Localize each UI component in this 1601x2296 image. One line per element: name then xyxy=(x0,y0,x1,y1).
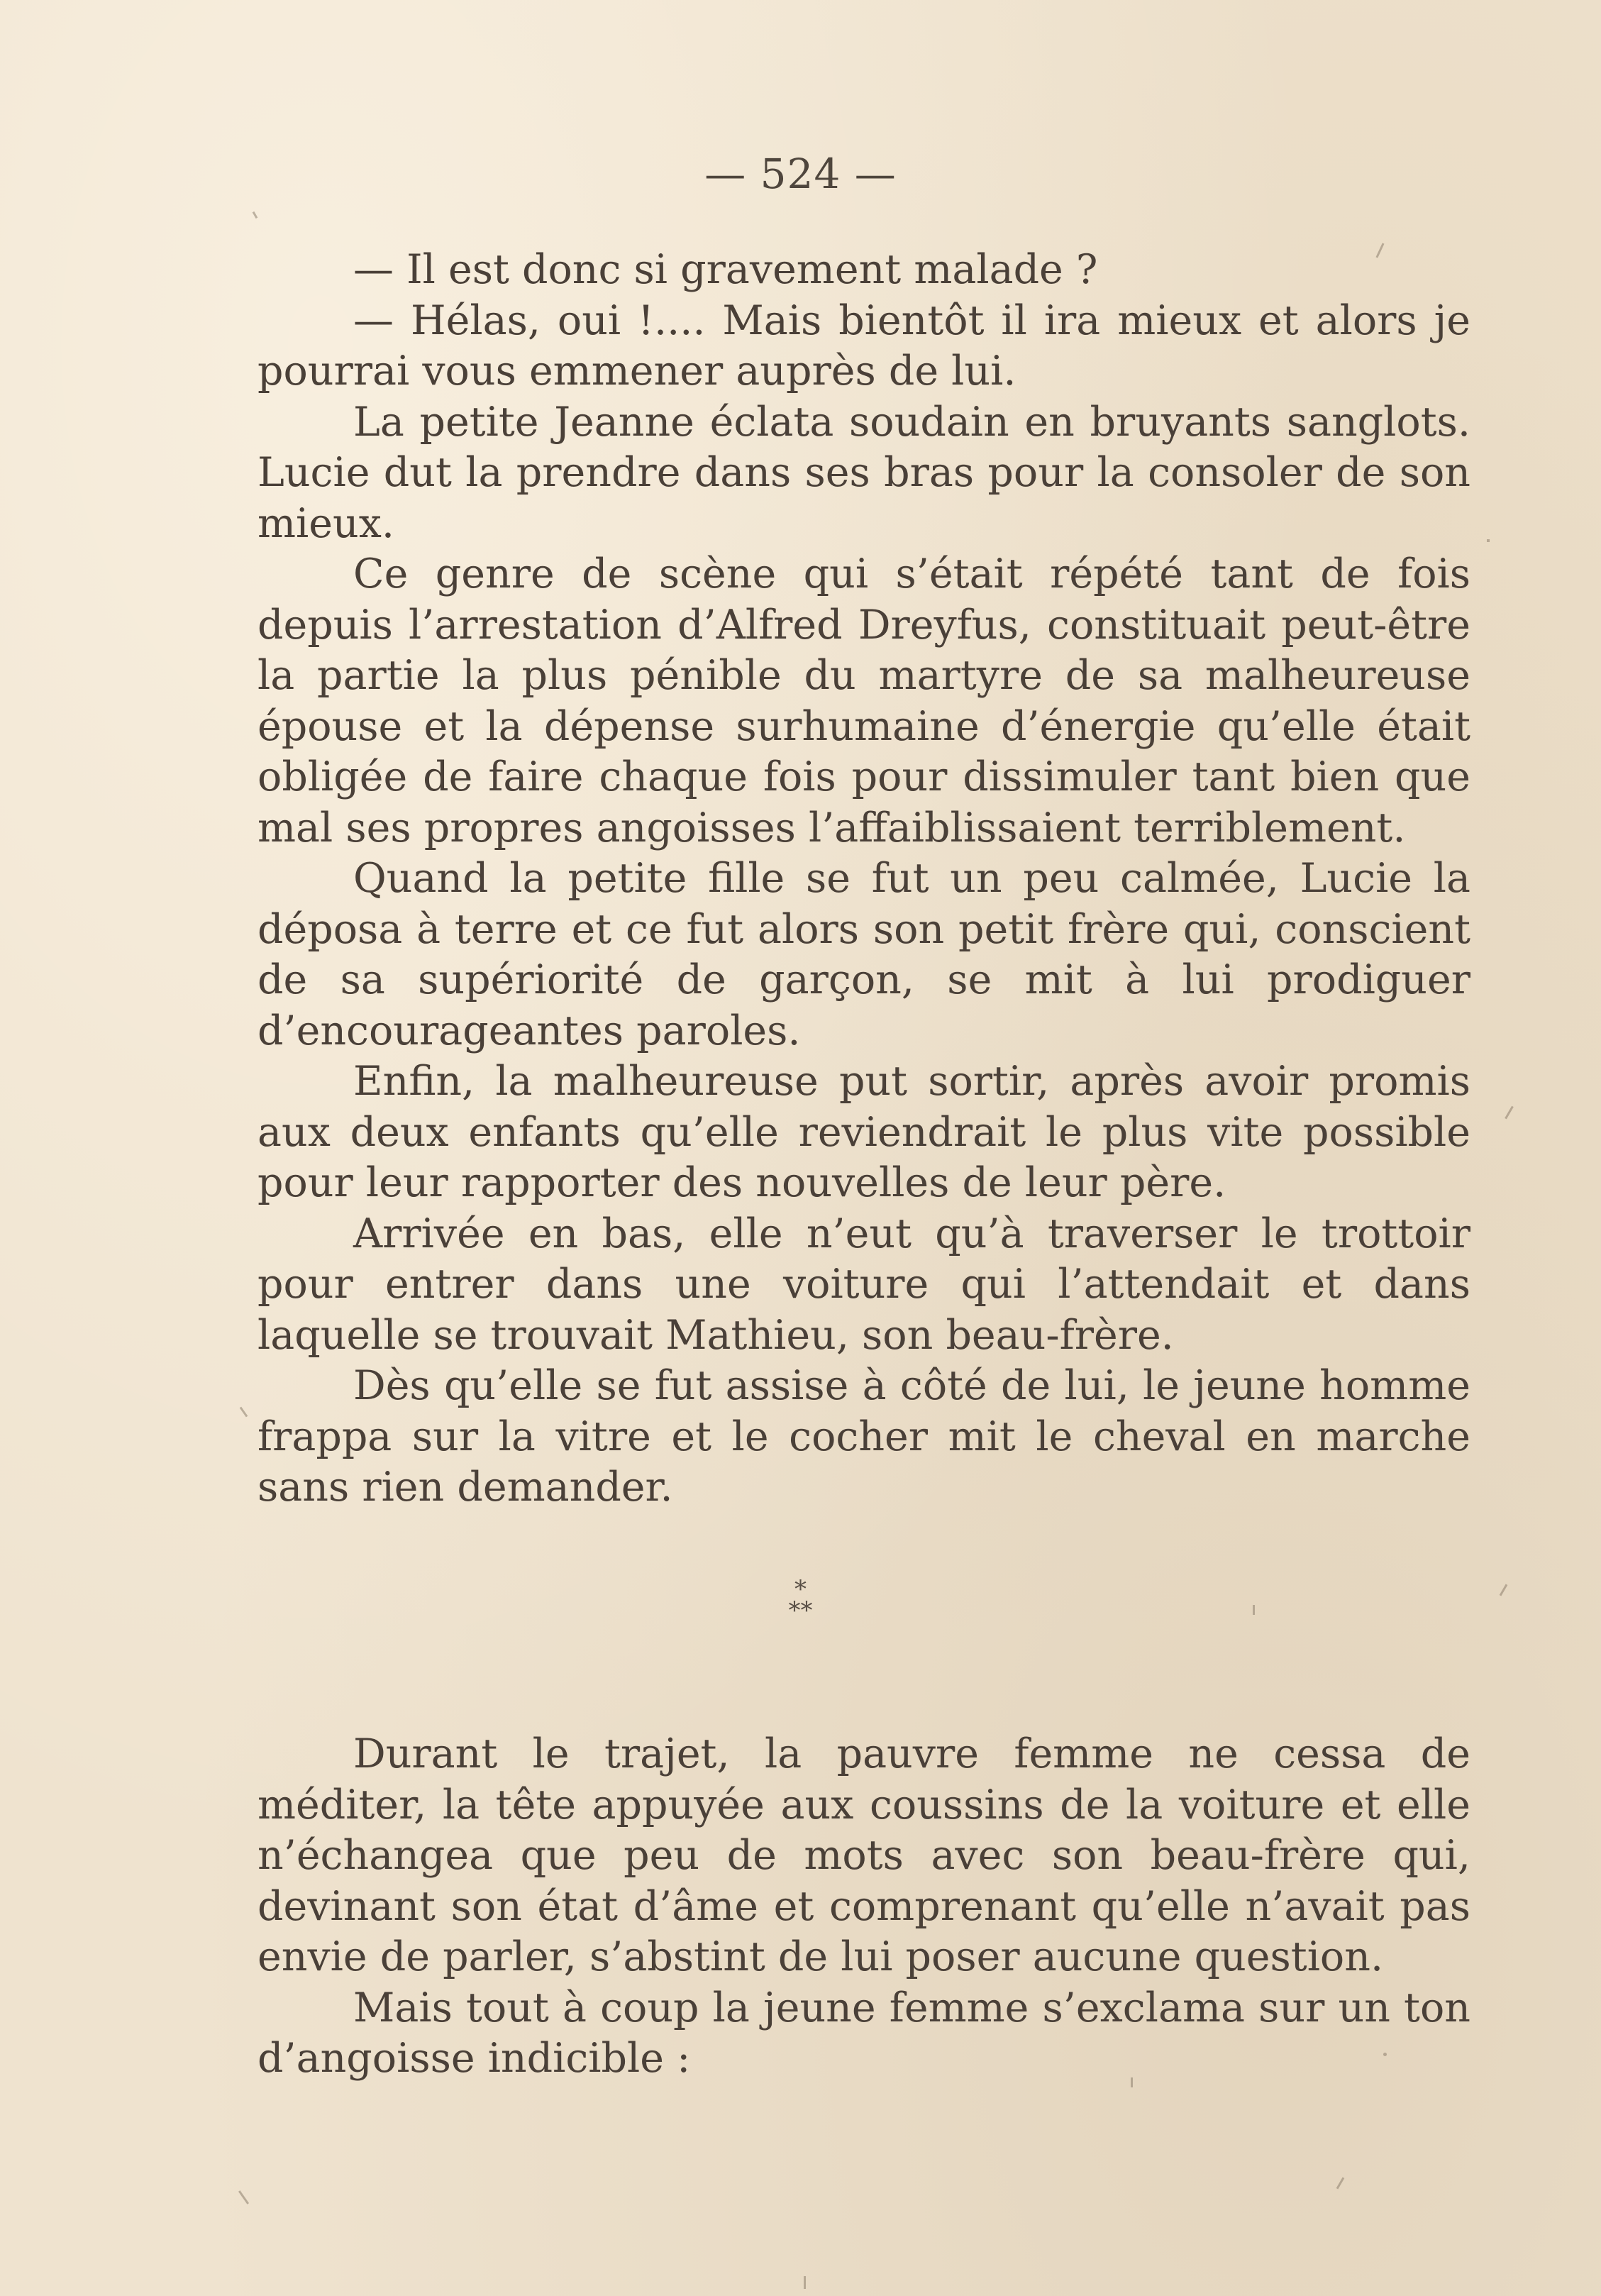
paragraph: — Hélas, oui !.... Mais bientôt il ira mieux et alors je pourrai vous emmener auprès de lui. xyxy=(257,297,1470,394)
paper-speck xyxy=(1383,2053,1387,2056)
paragraph: Mais tout à coup la jeune femme s’exclama sur un ton d’angoisse indicible : xyxy=(257,1984,1470,2082)
paragraph: Dès qu’elle se fut assise à côté de lui, le jeune homme frappa sur la vitre et le cocher mit le cheval en marche sans rien demander. xyxy=(257,1362,1470,1511)
paper-speck xyxy=(240,1407,248,1418)
paragraph: Durant le trajet, la pauvre femme ne cessa de méditer, la tête appuyée aux coussins de la voiture et elle n’échangea que peu de mots avec son beau-frère qui, devinant son état d’âme et comprenant qu’elle n’avait pas envie de parler, s’abstint de lui poser aucune question. xyxy=(257,1731,1470,1980)
paper-speck xyxy=(1131,2077,1133,2087)
paper-speck xyxy=(238,2190,249,2204)
paragraph: Arrivée en bas, elle n’eut qu’à traverser le trottoir pour entrer dans une voiture qui l’attendait et dans laquelle se trouvait Mathieu, son beau-frère. xyxy=(257,1210,1470,1359)
text-block-top xyxy=(257,245,1470,1513)
paper-speck xyxy=(253,211,258,219)
paper-speck xyxy=(1336,2177,1345,2189)
paragraph: Enfin, la malheureuse put sortir, après avoir promis aux deux enfants qu’elle reviendrait le plus vite possible pour leur rapporter des nouvelles de leur père. xyxy=(257,1058,1470,1206)
paragraph: — Il est donc si gravement malade ? xyxy=(353,246,1098,293)
paper-speck xyxy=(1487,539,1490,542)
page-number: — 524 — xyxy=(704,150,897,198)
paragraph: Quand la petite fille se fut un peu calmée, Lucie la déposa à terre et ce fut alors son petit frère qui, conscient de sa supériorité de garçon, se mit à lui prodiguer d’encourageantes paroles. xyxy=(257,855,1470,1054)
asterism-bottom: ** xyxy=(788,1596,813,1625)
paragraph: Ce genre de scène qui s’était répété tant de fois depuis l’arrestation d’Alfred Dreyfus, constituait peut-être la partie la plus pénible du martyre de sa malheureuse épouse et la dépense surhumaine d’énergie qu’elle était obligée de faire chaque fois pour dissimuler tant bien que mal ses propres angoisses l’affaiblissaient terriblement. xyxy=(257,551,1470,851)
asterism-top: * xyxy=(794,1575,807,1604)
paragraph: La petite Jeanne éclata soudain en bruyants sanglots. Lucie dut la prendre dans ses bras pour la consoler de son mieux. xyxy=(257,398,1470,547)
paper-speck xyxy=(804,2276,806,2289)
paper-speck xyxy=(1253,1605,1255,1615)
text-block-bottom xyxy=(257,1729,1470,2085)
section-separator-asterism xyxy=(0,1575,1601,1625)
paper-speck xyxy=(1505,1106,1514,1120)
